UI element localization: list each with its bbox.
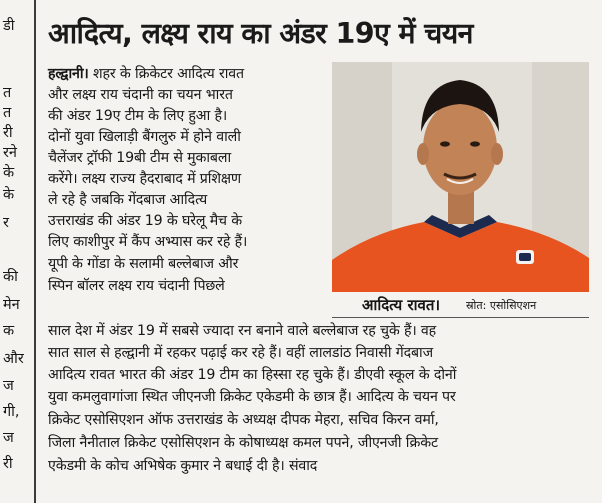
paragraph-line: युवा कमलुवागांजा स्थित जीएनजी क्रिकेट एकेडमी के छात्र हैं। आदित्य के चयन पर (48, 389, 456, 405)
paragraph-line: लिए काशीपुर में कैंप अभ्यास कर रहे हैं। (48, 234, 248, 250)
column-fragment: रने (3, 145, 17, 161)
dateline: हल्द्वानी। (48, 66, 89, 82)
column-fragment: री (3, 125, 13, 141)
column-fragment: री (3, 456, 13, 472)
paragraph-text: शहर के क्रिकेटर आदित्य रावत (92, 66, 244, 82)
caption-name: आदित्य रावत। (362, 296, 441, 314)
column-fragment: र (3, 215, 9, 231)
paragraph-line: जिला नैनीताल क्रिकेट एसोसिएशन के कोषाध्यक्ष कमल पपने, जीएनजी क्रिकेट (48, 435, 438, 451)
paragraph-line: सात साल से हल्द्वानी में रहकर पढ़ाई कर रहे हैं। वहीं लालडांठ निवासी गेंदबाज (48, 345, 433, 361)
column-fragment: की (3, 269, 18, 285)
photo-caption (332, 295, 589, 317)
column-fragment: के (3, 165, 15, 181)
column-fragment: त (3, 105, 12, 121)
paragraph-line: साल देश में अंडर 19 में सबसे ज्यादा रन बनाने वाले बल्लेबाज रह चुके हैं। वह (48, 323, 437, 339)
paragraph-line: और लक्ष्य राय चंदानी का चयन भारत (48, 87, 233, 103)
paragraph-line: क्रिकेट एसोसिएशन ऑफ उत्तराखंड के अध्यक्ष दीपक मेहरा, सचिव किरन वर्मा, (48, 412, 439, 428)
caption-underline (332, 317, 589, 318)
column-fragment: त (3, 85, 12, 101)
column-fragment: क (3, 323, 15, 339)
column-fragment: मेन (3, 297, 20, 313)
paragraph-line: की अंडर 19ए टीम के लिए हुआ है। (48, 108, 228, 124)
paragraph-line: यूपी के गोंडा के सलामी बल्लेबाज और (48, 256, 239, 272)
paragraph-line: उत्तराखंड की अंडर 19 के घरेलू मैच के (48, 213, 243, 229)
column-fragment: ज (3, 430, 14, 446)
paragraph-line: दोनों युवा खिलाड़ी बैंगलुरु में होने वाली (48, 129, 241, 145)
paragraph-line: स्पिन बॉलर लक्ष्य राय चंदानी पिछले (48, 278, 225, 294)
paragraph-line: एकेडमी के कोच अभिषेक कुमार ने बधाई दी है। संवाद (48, 458, 318, 474)
previous-column-edge (0, 0, 32, 503)
paragraph-line (48, 64, 244, 83)
column-fragment: गी, (3, 404, 20, 420)
portrait-illustration (332, 62, 589, 292)
paragraph-line: ले रहे है जबकि गेंदबाज आदित्य (48, 192, 208, 208)
paragraph-line: आदित्य रावत भारत की अंडर 19 टीम का हिस्सा रह चुके हैं। डीएवी स्कूल के दोनों (48, 367, 457, 383)
column-fragment: और (3, 351, 24, 367)
paragraph-line: करेंगे। लक्ष्य राज्य हैदराबाद में प्रशिक्षण (48, 171, 242, 187)
article-headline: आदित्य, लक्ष्य राय का अंडर 19ए में चयन (48, 17, 473, 50)
caption-source: स्रोत: एसोसिएशन (466, 299, 537, 312)
column-fragment: के (3, 187, 15, 203)
column-fragment: ज (3, 378, 14, 394)
paragraph-line: चैलेंजर ट्रॉफी 19बी टीम से मुकाबला (48, 150, 231, 166)
player-photo (332, 62, 589, 292)
column-divider (34, 0, 36, 503)
column-fragment: डी (3, 18, 15, 34)
